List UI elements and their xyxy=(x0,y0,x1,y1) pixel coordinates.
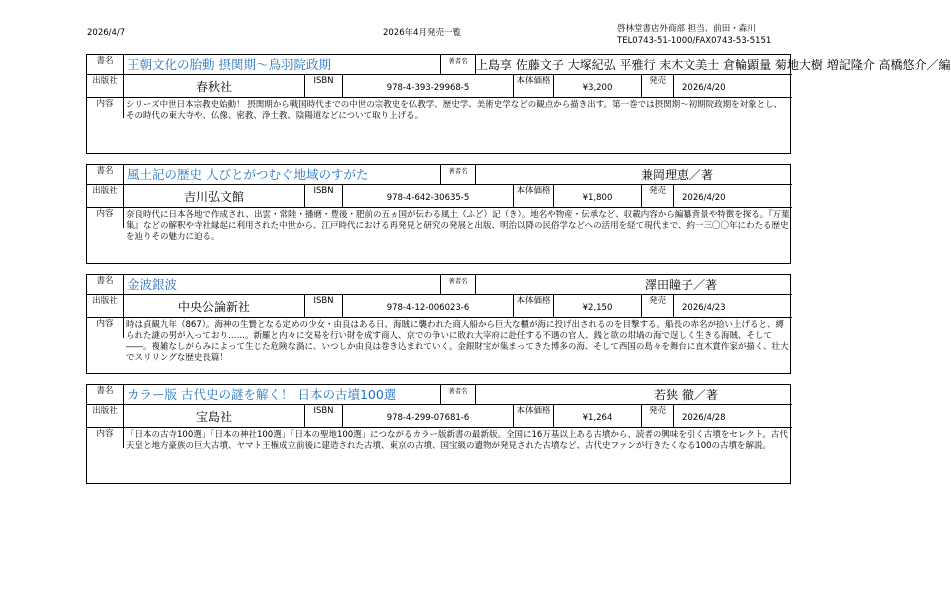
isbn-label: ISBN xyxy=(304,405,342,428)
book-description: 奈良時代に日本各地で作成され、出雲・常陸・播磨・豊後・肥前の五ヵ国が伝わる風土（ふど）記（き）。地名や物産・伝承など、収載内容から編纂背景や特徴を探る。『万葉集』などの解釈や寺社縁起に利用された中世から、江戸時代における再発見と研究の発展と出版、明治以降の民俗学などへの活用を経て現代まで、約一三〇〇年にわたる歴史を辿りその魅力に迫る。 xyxy=(126,210,790,242)
price-label: 本体価格 xyxy=(513,75,553,98)
release-date: 2026/4/20 xyxy=(673,185,792,208)
release-label: 発売 xyxy=(641,405,673,428)
book-author: 澤田瞳子／著 xyxy=(475,275,792,295)
book-price: ¥2,150 xyxy=(553,295,641,318)
book-description: 時は貞観九年（867）。海神の生贄となる定めの少女・由良はある日、海賊に襲われた商人船から巨大な櫃が海に投げ出されるのを目撃する。船長の赤名が拾い上げると、縛られた謎の男が入っており……。新羅と内々に交易を行い財を成す商人、京での争いに敗れ大宰府に赴任する不遇の官人、銭と欲の坩堝の海で逞しく生きる海賊、そして――。複雑なしがらみによって生じた危険な渦に、いつしか由良は巻き込まれていく。金銀財宝が集まってきた博多の海、そして西国の島々を舞台に直木賞作家が描く、壮大でスリリングな歴史長篇！ xyxy=(126,320,789,363)
publisher-label: 出版社 xyxy=(87,75,123,98)
release-date: 2026/4/20 xyxy=(673,75,792,98)
book-card xyxy=(86,164,791,264)
book-price: ¥1,800 xyxy=(553,185,641,208)
title-label: 書名 xyxy=(87,55,123,75)
report-title: 2026年4月発売一覧 xyxy=(382,28,462,38)
author-label: 著者名 xyxy=(440,385,475,405)
book-card xyxy=(86,274,791,374)
publisher-label: 出版社 xyxy=(87,185,123,208)
release-date: 2026/4/28 xyxy=(673,405,792,428)
release-label: 発売 xyxy=(641,185,673,208)
book-price: ¥1,264 xyxy=(553,405,641,428)
title-label: 書名 xyxy=(87,275,123,295)
report-date: 2026/4/7 xyxy=(87,28,126,38)
book-isbn: 978-4-299-07681-6 xyxy=(342,405,513,428)
book-publisher: 宝島社 xyxy=(123,405,304,428)
book-publisher: 春秋社 xyxy=(123,75,304,98)
book-card xyxy=(86,384,791,484)
price-label: 本体価格 xyxy=(513,405,553,428)
publisher-contact: 啓林堂書店外商部 担当、前田・森川 xyxy=(617,24,756,34)
content-label: 内容 xyxy=(87,428,124,448)
book-description: 「日本の古寺100選」「日本の神社100選」「日本の聖地100選」につながるカラー版新書の最新版。全国に16万基以上ある古墳から、読者の興味を引く古墳をセレクト。古代天皇と地方豪族の巨大古墳、ヤマト王権成立前後に建造された古墳、東京の古墳、国宝級の遺物が発見された古墳など、古代史ファンが行きたくなる100の古墳を解説。 xyxy=(126,430,788,451)
book-card xyxy=(86,54,951,154)
release-label: 発売 xyxy=(641,295,673,318)
tel-fax: TEL0743-51-1000/FAX0743-53-5151 xyxy=(617,36,772,46)
book-isbn: 978-4-642-30635-5 xyxy=(342,185,513,208)
isbn-label: ISBN xyxy=(304,75,342,98)
book-title: 王朝文化の胎動 摂関期～鳥羽院政期 xyxy=(123,55,440,75)
release-date: 2026/4/23 xyxy=(673,295,792,318)
book-isbn: 978-4-12-006023-6 xyxy=(342,295,513,318)
book-author: 上島享 佐藤文子 大塚紀弘 平雅行 末木文美士 倉輪顕量 菊地大樹 増記隆介 高橋悠介／編 xyxy=(475,55,792,75)
title-label: 書名 xyxy=(87,385,123,405)
book-title: 金波銀波 xyxy=(123,275,440,295)
content-label: 内容 xyxy=(87,208,124,228)
release-label: 発売 xyxy=(641,75,673,98)
price-label: 本体価格 xyxy=(513,295,553,318)
book-title: カラー版 古代史の謎を解く！ 日本の古墳100選 xyxy=(123,385,440,405)
book-publisher: 吉川弘文館 xyxy=(123,185,304,208)
book-price: ¥3,200 xyxy=(553,75,641,98)
isbn-label: ISBN xyxy=(304,185,342,208)
author-label: 著者名 xyxy=(440,275,475,295)
title-label: 書名 xyxy=(87,165,123,185)
book-author: 兼岡理恵／著 xyxy=(475,165,792,185)
publisher-label: 出版社 xyxy=(87,295,123,318)
isbn-label: ISBN xyxy=(304,295,342,318)
price-label: 本体価格 xyxy=(513,185,553,208)
author-label: 著者名 xyxy=(440,55,475,75)
author-label: 著者名 xyxy=(440,165,475,185)
content-label: 内容 xyxy=(87,318,124,338)
publisher-label: 出版社 xyxy=(87,405,123,428)
book-title: 風土記の歴史 人びとがつむぐ地域のすがた xyxy=(123,165,440,185)
book-publisher: 中央公論新社 xyxy=(123,295,304,318)
book-description: シリーズ中世日本宗教史始動！ 摂関期から戦国時代までの中世の宗教史を仏教学、歴史学、美術史学などの観点から描き出す。第一巻では摂関期～初期院政期を対象とし、その時代の東大寺や、仏像、密教、浄土教、陰陽道などについて取り上げる。 xyxy=(126,100,783,121)
book-author: 若狭 徹／著 xyxy=(475,385,792,405)
book-isbn: 978-4-393-29968-5 xyxy=(342,75,513,98)
content-label: 内容 xyxy=(87,98,124,118)
